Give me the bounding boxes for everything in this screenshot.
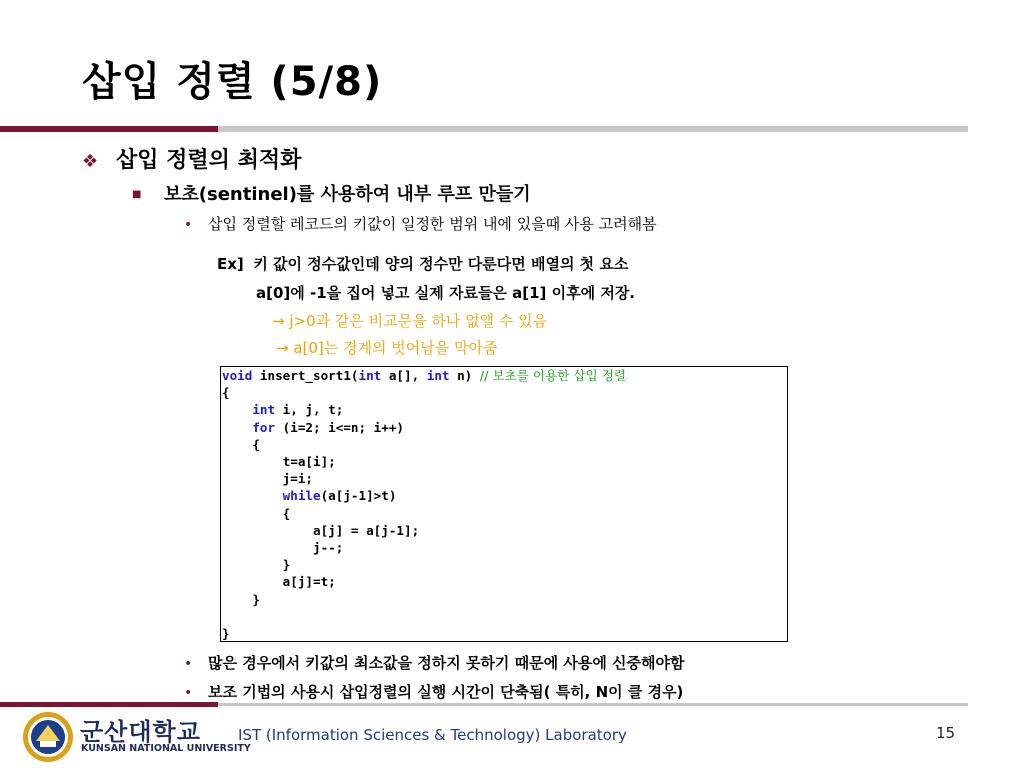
footer-rule-accent (0, 702, 218, 707)
example-line1 (217, 253, 628, 274)
code-listing: void insert_sort1(int a[], int n) // 보초를 이용한 삽입 정렬 { int i, j, t; for (i=2; i<=n; i++) { t=a[i]; j=i; while(a[j-1]>t) { a[j] = a[j-1]; j--; } a[j]=t; } } (222, 368, 626, 642)
level2-bullet (132, 180, 531, 206)
footer-rule (218, 703, 968, 706)
code-comment: // 보초를 이용한 삽입 정렬 (479, 368, 626, 383)
level3-text: 삽입 정렬할 레코드의 키값이 일정한 범위 내에 있을때 사용 고려해봄 (208, 215, 657, 233)
bottom-bullet-text: 보조 기법의 사용시 삽입정렬의 실행 시간이 단축됨( 특히, N이 클 경우) (208, 683, 684, 701)
slide-title: 삽입 정렬 (5/8) (82, 59, 383, 105)
lab-name: IST (Information Sciences & Technology) Laboratory (238, 726, 627, 744)
dot-bullet-icon: • (184, 656, 193, 672)
bottom-bullet-1 (184, 652, 684, 673)
level1-text: 삽입 정렬의 최적화 (116, 148, 302, 173)
example-prefix: Ex] (217, 255, 244, 273)
level2-text: 보초(sentinel)를 사용하여 내부 루프 만들기 (164, 184, 531, 205)
example-note2: → a[0]는 경계의 벗어남을 막아줌 (276, 339, 498, 357)
title-rule-accent (0, 126, 218, 132)
dot-bullet-icon: • (184, 685, 193, 701)
bottom-bullet-text: 많은 경우에서 키값의 최소값을 정하지 못하기 때문에 사용에 신중해야함 (208, 654, 685, 672)
bottom-bullet-2 (184, 681, 683, 702)
level1-bullet (82, 143, 301, 174)
example-line2 (256, 282, 635, 303)
example-text1: 키 값이 정수값인데 양의 정수만 다룬다면 배열의 첫 요소 (253, 255, 629, 273)
dot-bullet-icon: • (184, 217, 193, 233)
diamond-bullet-icon: ❖ (82, 151, 99, 172)
university-name-en: KUNSAN NATIONAL UNIVERSITY (81, 743, 251, 754)
square-bullet-icon: ■ (132, 189, 142, 200)
example-note1: → j>0과 같은 비교문을 하나 없앨 수 있음 (272, 312, 548, 330)
level3-bullet-top (184, 213, 657, 234)
page-number: 15 (936, 724, 956, 742)
university-emblem-icon (22, 711, 74, 763)
example-text2: a[0]에 -1을 집어 넣고 실제 자료들은 a[1] 이후에 저장. (256, 284, 636, 302)
title-rule (218, 126, 968, 132)
code-block (220, 366, 788, 642)
university-name-ko: 군산대학교 (80, 718, 201, 746)
